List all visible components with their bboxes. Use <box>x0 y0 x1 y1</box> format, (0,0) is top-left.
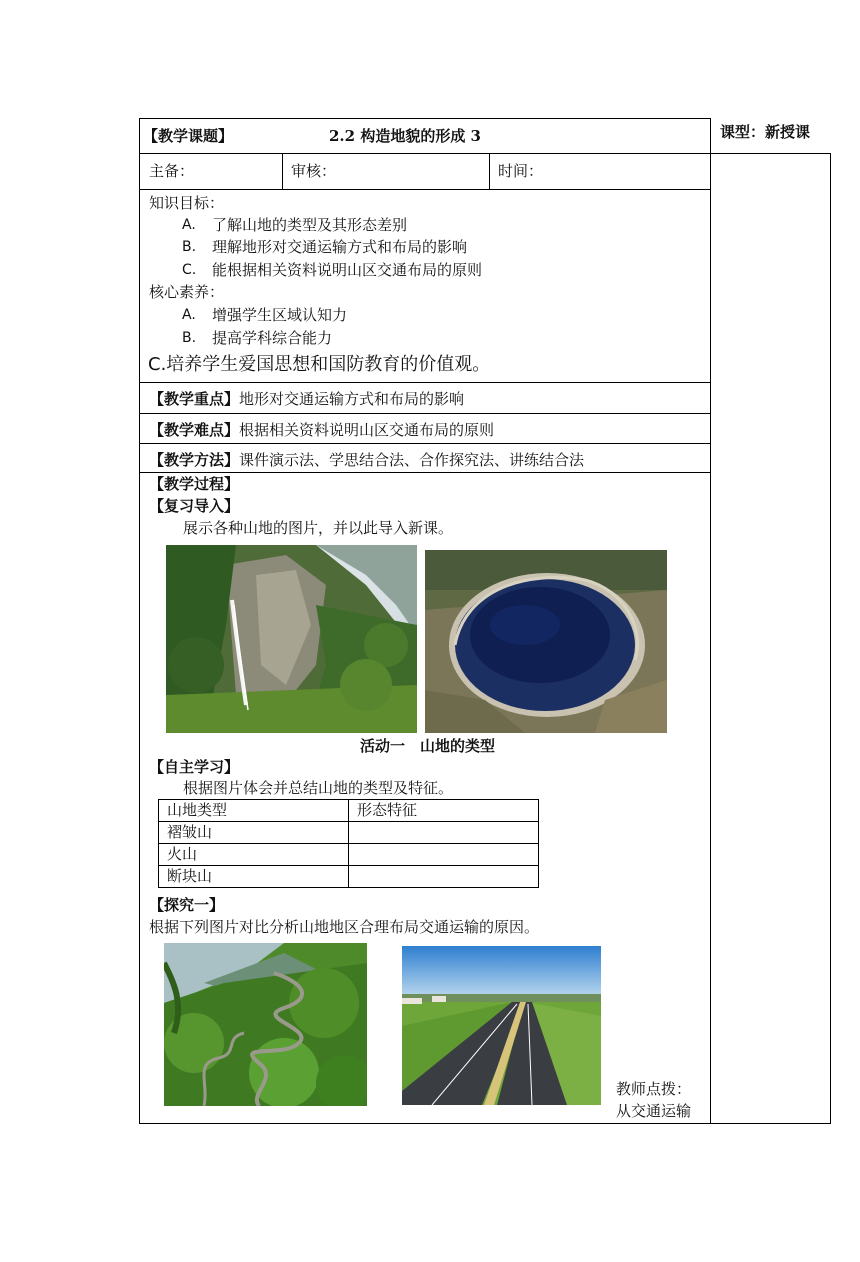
winding-mountain-road-photo <box>164 943 367 1106</box>
preparer-label: 主备： <box>149 162 195 180</box>
row-divider-1 <box>139 153 831 154</box>
table-header-type: 山地类型 <box>159 800 349 822</box>
core-heading: 核心素养： <box>149 283 225 301</box>
table-border-main-right <box>710 118 711 1124</box>
waterfall-mountain-photo <box>166 545 417 733</box>
row-divider-6 <box>139 472 711 473</box>
self-study-heading: 【自主学习】 <box>149 758 240 776</box>
core-item-b: 提高学科综合能力 <box>212 329 333 347</box>
table-cell-feature[interactable] <box>349 866 539 888</box>
crater-lake-photo <box>425 550 667 733</box>
table-header-feature: 形态特征 <box>349 800 539 822</box>
title-label: 【教学课题】 <box>143 127 234 145</box>
core-item-a-marker: A. <box>182 307 196 323</box>
row-divider-5 <box>139 443 711 444</box>
knowledge-item-b: 理解地形对交通运输方式和布局的影响 <box>212 238 468 256</box>
core-item-a: 增强学生区域认知力 <box>212 306 348 324</box>
row-divider-4 <box>139 413 711 414</box>
knowledge-item-a-marker: A. <box>182 217 196 233</box>
mountain-type-table <box>158 799 539 888</box>
table-cell-feature[interactable] <box>349 822 539 844</box>
review-heading: 【复习导入】 <box>149 497 240 515</box>
table-border-left <box>139 118 140 1124</box>
key-point-text: 地形对交通运输方式和布局的影响 <box>239 390 465 408</box>
table-border-bottom <box>139 1123 831 1124</box>
plain-highway-photo <box>402 946 601 1105</box>
knowledge-item-c: 能根据相关资料说明山区交通布局的原则 <box>212 261 483 279</box>
row-divider-3 <box>139 382 711 383</box>
core-item-b-marker: B. <box>182 330 197 346</box>
reviewer-label: 审核： <box>291 162 337 180</box>
explore-text: 根据下列图片对比分析山地地区合理布局交通运输的原因。 <box>149 918 540 936</box>
self-study-text: 根据图片体会并总结山地的类型及特征。 <box>183 779 454 797</box>
activity-caption: 活动一 山地的类型 <box>360 737 496 755</box>
teacher-tip-line1: 教师点拨： <box>616 1080 692 1098</box>
method-text: 课件演示法、学思结合法、合作探究法、讲练结合法 <box>239 451 585 469</box>
knowledge-item-b-marker: B. <box>182 239 197 255</box>
table-row <box>159 844 539 866</box>
col-divider-1 <box>282 153 283 190</box>
col-divider-2 <box>489 153 490 190</box>
difficulty-row <box>149 420 494 440</box>
table-header-row <box>159 800 539 822</box>
core-item-c: C.培养学生爱国思想和国防教育的价值观。 <box>148 354 491 375</box>
table-cell-type: 断块山 <box>159 866 349 888</box>
row-divider-2 <box>139 189 711 190</box>
review-text: 展示各种山地的图片，并以此导入新课。 <box>183 519 454 537</box>
explore-heading: 【探究一】 <box>149 896 225 914</box>
page-title: 2.2 构造地貌的形成 3 <box>329 127 481 145</box>
key-point-label: 【教学重点】 <box>149 390 240 408</box>
difficulty-text: 根据相关资料说明山区交通布局的原则 <box>239 421 495 439</box>
lesson-type: 课型：新授课 <box>720 123 811 141</box>
table-row <box>159 866 539 888</box>
table-cell-type: 火山 <box>159 844 349 866</box>
method-row <box>149 450 584 470</box>
method-label: 【教学方法】 <box>149 451 240 469</box>
teacher-tip-line2: 从交通运输 <box>616 1102 692 1120</box>
knowledge-item-c-marker: C. <box>182 262 197 278</box>
table-row <box>159 822 539 844</box>
difficulty-label: 【教学难点】 <box>149 421 240 439</box>
knowledge-item-a: 了解山地的类型及其形态差别 <box>212 216 408 234</box>
key-point-row <box>149 389 464 409</box>
table-border-top <box>139 118 711 119</box>
table-cell-feature[interactable] <box>349 844 539 866</box>
process-heading: 【教学过程】 <box>149 475 240 493</box>
time-label: 时间： <box>498 162 544 180</box>
table-border-side-right <box>830 153 831 1124</box>
table-cell-type: 褶皱山 <box>159 822 349 844</box>
knowledge-heading: 知识目标： <box>149 194 225 212</box>
